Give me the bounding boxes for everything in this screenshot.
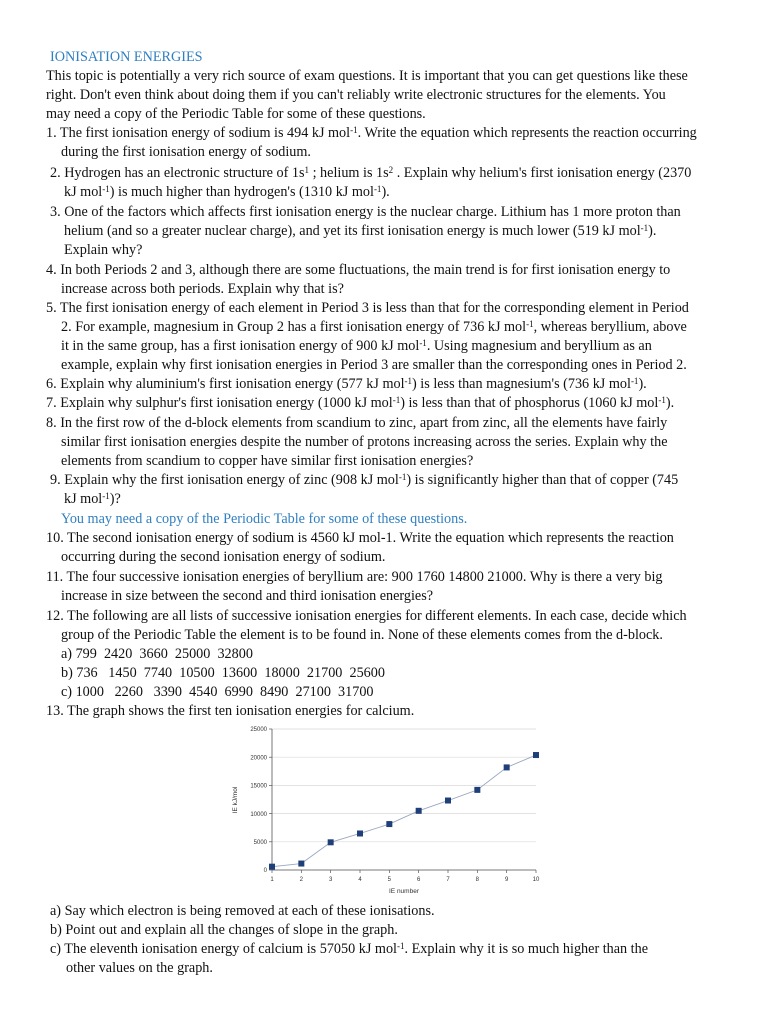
y-tick-label: 5000 [253, 840, 267, 846]
data-point [416, 808, 422, 814]
question-13-part-b: b) Point out and explain all the changes of slope in the graph. [50, 922, 398, 938]
question-11: 11. The four successive ionisation energies of beryllium are: 900 1760 14800 21000. Why is there a very big [46, 569, 663, 585]
y-tick-label: 20000 [250, 755, 267, 762]
question-4: 4. In both Periods 2 and 3, although there are some fluctuations, the main trend is for first ionisation energy to [46, 262, 671, 278]
data-point [445, 798, 451, 804]
data-point [386, 821, 392, 827]
intro-line: This topic is potentially a very rich source of exam questions. It is important that you can get questions like these [46, 68, 688, 84]
data-point [269, 864, 275, 870]
x-axis-label: IE number [389, 888, 419, 895]
data-point [328, 839, 334, 845]
x-tick-label: 9 [504, 877, 509, 883]
page-title: IONISATION ENERGIES [50, 49, 203, 65]
x-tick-label: 2 [299, 877, 304, 883]
data-point [504, 764, 510, 770]
y-tick-label: 10000 [250, 811, 267, 818]
question-1-cont: during the first ionisation energy of sodium. [61, 144, 311, 160]
question-6: 6. Explain why aluminium's first ionisation energy (577 kJ mol$^{-1}$) is less than magnesium's (736 kJ mol$^{-1}$). [46, 376, 647, 392]
ie-list-b: b) 736 1450 7740 10500 13600 18000 21700 25600 [61, 665, 385, 681]
question-4-cont: increase across both periods. Explain why that is? [61, 281, 344, 297]
series-line [272, 755, 536, 867]
question-3: 3. One of the factors which affects first ionisation energy is the nuclear charge. Lithium has 1 more proton than [50, 204, 681, 220]
question-13-part-c: c) The eleventh ionisation energy of calcium is 57050 kJ mol$^{-1}$. Explain why it is so much higher than the [50, 941, 649, 957]
intro-line: right. Don't even think about doing them if you can't reliably write electronic structures for the elements. You [46, 87, 666, 103]
data-point [533, 752, 539, 758]
question-5: 5. The first ionisation energy of each element in Period 3 is less than that for the corresponding element in Period [46, 300, 689, 316]
x-tick-label: 3 [328, 877, 333, 883]
chart-axes [272, 729, 536, 870]
x-tick-label: 1 [270, 877, 274, 883]
x-tick-label: 8 [475, 877, 480, 883]
question-11-cont: increase in size between the second and third ionisation energies? [61, 588, 434, 604]
ionisation-chart [227, 720, 557, 900]
ie-list-c: c) 1000 2260 3390 4540 6990 8490 27100 31700 [61, 684, 374, 700]
question-13: 13. The graph shows the first ten ionisation energies for calcium. [46, 703, 415, 719]
x-tick-label: 4 [358, 877, 362, 883]
data-point [474, 787, 480, 793]
x-tick-label: 5 [387, 877, 392, 883]
chart-grid [272, 729, 536, 870]
question-9: 9. Explain why the first ionisation energy of zinc (908 kJ mol$^{-1}$) is significantly higher than that of copper (745 [50, 472, 679, 488]
periodic-table-note: You may need a copy of the Periodic Table for some of these questions. [61, 511, 468, 527]
x-tick-label: 10 [532, 877, 540, 883]
x-tick-label: 7 [446, 877, 450, 883]
intro-line: may need a copy of the Periodic Table for some of these questions. [46, 106, 426, 122]
question-12-cont: group of the Periodic Table the element is to be found in. None of these elements comes from the d-block. [61, 627, 663, 643]
question-2-cont: kJ mol$^{-1}$) is much higher than hydrogen's (1310 kJ mol$^{-1}$). [64, 184, 390, 200]
question-5-cont: example, explain why first ionisation energies in Period 3 are smaller than the corresponding ones in Period 2. [61, 357, 687, 373]
question-1: 1. The first ionisation energy of sodium is 494 kJ mol$^{-1}$. Write the equation which represents the reaction occurring [46, 125, 697, 141]
question-3-cont: helium (and so a greater nuclear charge), and yet its first ionisation energy is much lower (519 kJ mol$^{-1}$). [64, 223, 657, 239]
question-2: 2. Hydrogen has an electronic structure of $1s^1$ ; helium is $1s^2$ . Explain why helium's first ionisation energy (2370 [50, 165, 692, 181]
question-8-cont: similar first ionisation energies despite the number of protons increasing across the series. Explain why the [61, 434, 668, 450]
chart-y-ticks [250, 727, 272, 874]
x-tick-label: 6 [416, 877, 421, 883]
question-5-cont: 2. For example, magnesium in Group 2 has a first ionisation energy of 736 kJ mol$^{-1}$, whereas beryllium, above [61, 319, 687, 335]
question-13-part-c-cont: other values on the graph. [66, 960, 213, 976]
data-point [298, 861, 304, 867]
y-tick-label: 15000 [250, 783, 267, 790]
question-8-cont: elements from scandium to copper have similar first ionisation energies? [61, 453, 474, 469]
y-tick-label: 0 [263, 868, 267, 875]
question-5-cont: it in the same group, has a first ionisation energy of 900 kJ mol$^{-1}$. Using magnesium and beryllium as an [61, 338, 652, 354]
question-10: 10. The second ionisation energy of sodium is 4560 kJ mol-1. Write the equation which represents the reaction [46, 530, 674, 546]
question-12: 12. The following are all lists of successive ionisation energies for different elements. In each case, decide which [46, 608, 687, 624]
data-point [357, 830, 363, 836]
question-10-cont: occurring during the second ionisation energy of sodium. [61, 549, 386, 565]
y-tick-label: 25000 [250, 727, 267, 734]
question-13-part-a: a) Say which electron is being removed at each of these ionisations. [50, 903, 435, 919]
question-8: 8. In the first row of the d-block elements from scandium to zinc, apart from zinc, all the elements have fairly [46, 415, 668, 431]
ie-list-a: a) 799 2420 3660 25000 32800 [61, 646, 253, 662]
question-9-cont: kJ mol$^{-1}$)? [64, 491, 121, 507]
chart-series [269, 752, 539, 870]
question-7: 7. Explain why sulphur's first ionisation energy (1000 kJ mol$^{-1}$) is less than that of phosphorus (1060 kJ mol$^{-1}$). [46, 395, 675, 411]
y-axis-label: IE kJ/mol [232, 786, 239, 814]
question-3-cont: Explain why? [64, 242, 143, 258]
chart-x-ticks [270, 870, 540, 883]
